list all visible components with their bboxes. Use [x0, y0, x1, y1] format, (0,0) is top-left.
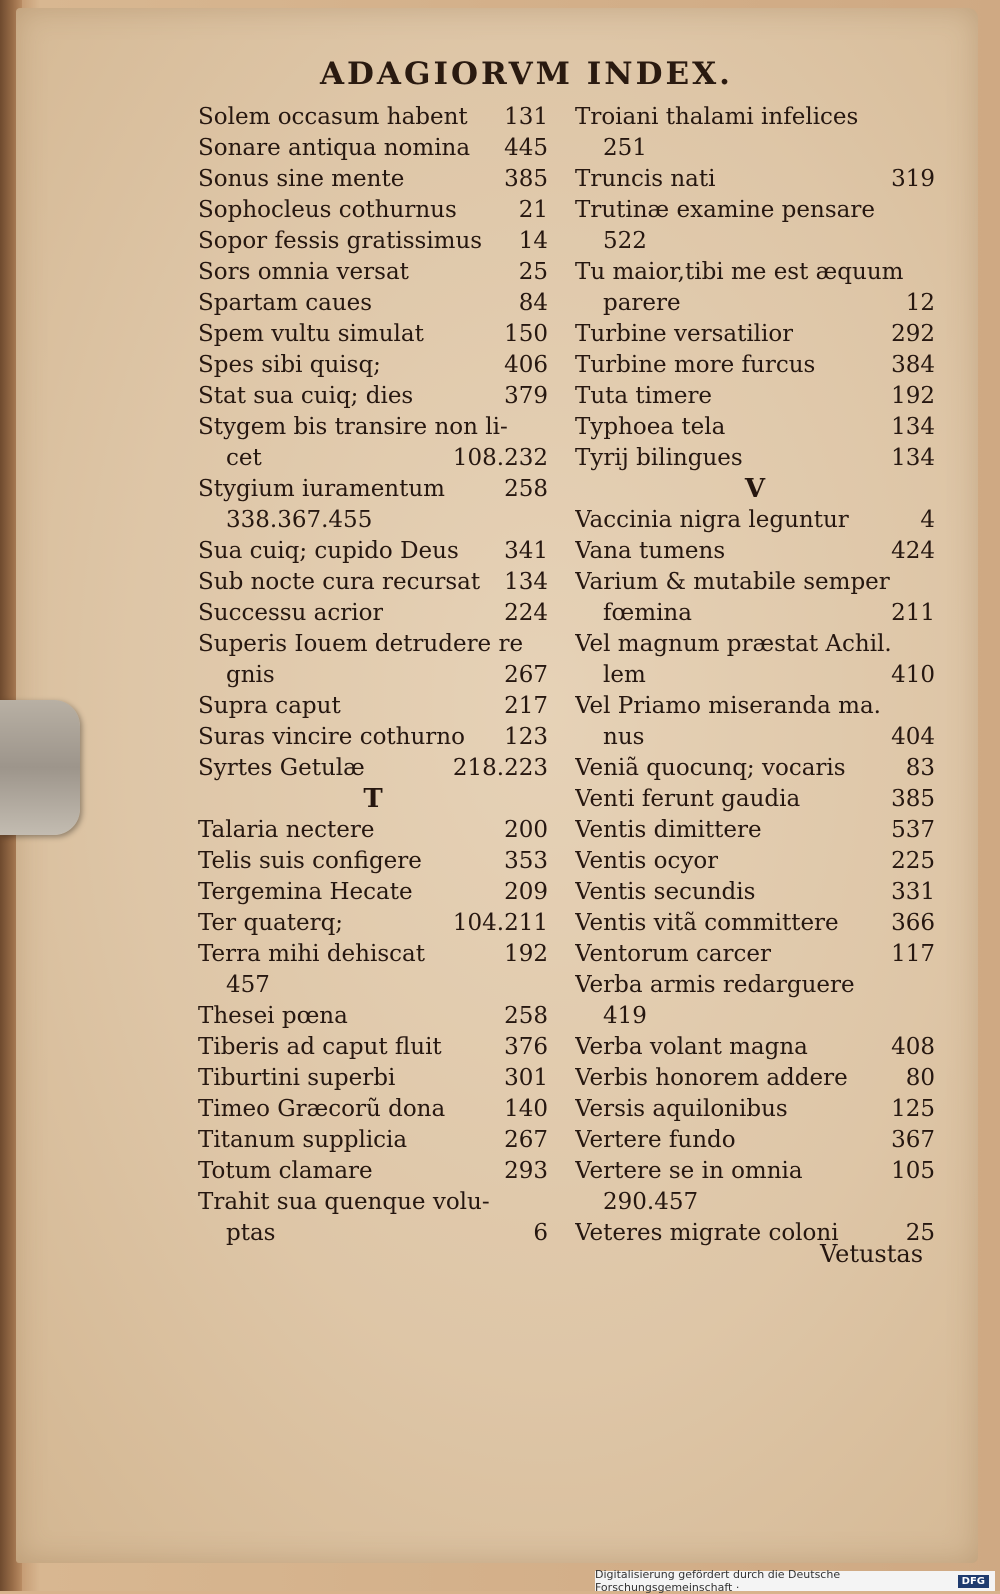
entry-page: 410: [891, 662, 935, 688]
index-entry: [575, 629, 935, 660]
index-entry: [198, 753, 548, 784]
entry-text: Sonus sine mente: [198, 166, 405, 192]
entry-text: Veniã quocunq; vocaris: [575, 755, 846, 781]
entry-page: 537: [891, 817, 935, 843]
index-entry: [575, 350, 935, 381]
entry-page: 217: [504, 693, 548, 719]
entry-text: Talaria nectere: [198, 817, 375, 843]
entry-text: cet: [226, 445, 262, 471]
entry-text: Vertere se in omnia: [575, 1158, 803, 1184]
index-entry: [575, 908, 935, 939]
index-entry: [198, 846, 548, 877]
entry-text: Ventis dimittere: [575, 817, 762, 843]
entry-page: 385: [504, 166, 548, 192]
index-entry: [198, 102, 548, 133]
index-entry: [198, 1156, 548, 1187]
entry-text: Tiburtini superbi: [198, 1065, 396, 1091]
entry-page: 301: [504, 1065, 548, 1091]
entry-page: 192: [504, 941, 548, 967]
index-entry: [198, 319, 548, 350]
entry-page: 331: [891, 879, 935, 905]
entry-page: 424: [891, 538, 935, 564]
entry-text: parere: [603, 290, 681, 316]
entry-page: 376: [504, 1034, 548, 1060]
footer-credit: [595, 1568, 995, 1594]
index-entry: [198, 350, 548, 381]
entry-text: 457: [226, 972, 270, 998]
index-entry: [198, 505, 548, 536]
entry-page: 192: [891, 383, 935, 409]
index-entry: [198, 691, 548, 722]
entry-page: 105: [891, 1158, 935, 1184]
entry-text: Tyrij bilingues: [575, 445, 743, 471]
entry-text: Titanum supplicia: [198, 1127, 408, 1153]
entry-text: Telis suis configere: [198, 848, 422, 874]
entry-text: Sophocleus cothurnus: [198, 197, 457, 223]
entry-text: 251: [603, 135, 647, 161]
entry-text: Ter quaterq;: [198, 910, 344, 936]
entry-page: 267: [504, 1127, 548, 1153]
index-entry: [198, 722, 548, 753]
entry-page: 211: [891, 600, 935, 626]
index-entry: [198, 133, 548, 164]
index-entry: [575, 1094, 935, 1125]
entry-text: Verbis honorem addere: [575, 1065, 848, 1091]
entry-text: Sonare antiqua nomina: [198, 135, 471, 161]
entry-page: 83: [905, 755, 935, 781]
entry-text: Spes sibi quisq;: [198, 352, 381, 378]
entry-text: Suras vincire cothurno: [198, 724, 465, 750]
entry-text: Typhoea tela: [575, 414, 726, 440]
index-entry: [575, 846, 935, 877]
index-entry: [198, 474, 548, 505]
entry-text: Vel magnum præstat Achil.: [575, 631, 892, 657]
index-entry: [198, 1032, 548, 1063]
entry-text: Tergemina Hecate: [198, 879, 413, 905]
entry-page: 117: [891, 941, 935, 967]
entry-text: Tiberis ad caput fluit: [198, 1034, 442, 1060]
index-entry: [575, 133, 935, 164]
entry-page: 293: [504, 1158, 548, 1184]
entry-text: Superis Iouem detrudere re: [198, 631, 524, 657]
entry-text: Turbine versatilior: [575, 321, 794, 347]
index-entry: [575, 722, 935, 753]
entry-page: 84: [518, 290, 548, 316]
entry-text: Sua cuiq; cupido Deus: [198, 538, 459, 564]
entry-page: 292: [891, 321, 935, 347]
entry-page: 12: [905, 290, 935, 316]
index-entry: [575, 877, 935, 908]
index-entry: [575, 381, 935, 412]
index-entry: [575, 319, 935, 350]
entry-text: Verba armis redarguere: [575, 972, 855, 998]
entry-text: Totum clamare: [198, 1158, 373, 1184]
entry-page: 4: [920, 507, 935, 533]
entry-page: 258: [504, 1003, 548, 1029]
index-entry: [575, 691, 935, 722]
entry-text: Spartam caues: [198, 290, 373, 316]
index-entry: [575, 1156, 935, 1187]
index-entry: [575, 443, 935, 474]
entry-text: Venti ferunt gaudia: [575, 786, 801, 812]
entry-text: Supra caput: [198, 693, 341, 719]
entry-page: 209: [504, 879, 548, 905]
entry-text: Thesei pœna: [198, 1003, 348, 1029]
entry-text: Sub nocte cura recursat: [198, 569, 481, 595]
index-entry: [198, 1187, 548, 1218]
entry-page: 267: [504, 662, 548, 688]
index-entry: [198, 412, 548, 443]
entry-page: 140: [504, 1096, 548, 1122]
entry-text: nus: [603, 724, 645, 750]
entry-text: Veteres migrate coloni: [575, 1220, 839, 1246]
index-entry: [575, 939, 935, 970]
entry-text: lem: [603, 662, 646, 688]
index-entry: [198, 1218, 548, 1249]
entry-page: 341: [504, 538, 548, 564]
index-entry: [198, 598, 548, 629]
dfg-logo-badge: DFG: [958, 1575, 989, 1588]
index-entry: [198, 226, 548, 257]
index-entry: [198, 877, 548, 908]
index-entry: [575, 567, 935, 598]
index-entry: [198, 1125, 548, 1156]
index-entry: [198, 381, 548, 412]
entry-page: 258: [504, 476, 548, 502]
entry-text: Vel Priamo miseranda ma.: [575, 693, 881, 719]
entry-text: Stygium iuramentum: [198, 476, 445, 502]
entry-page: 14: [518, 228, 548, 254]
index-entry: [198, 164, 548, 195]
entry-page: 385: [891, 786, 935, 812]
index-entry: [198, 567, 548, 598]
index-entry: [575, 536, 935, 567]
index-entry: [575, 195, 935, 226]
index-entry: [575, 1125, 935, 1156]
entry-text: Vaccinia nigra leguntur: [575, 507, 849, 533]
entry-page: 353: [504, 848, 548, 874]
entry-page: 408: [891, 1034, 935, 1060]
entry-page: 104.211: [452, 910, 548, 936]
index-entry: [575, 1063, 935, 1094]
index-entry: [198, 815, 548, 846]
book-clasp: [0, 700, 80, 835]
entry-text: 419: [603, 1003, 647, 1029]
entry-text: 338.367.455: [226, 507, 373, 533]
index-entry: [198, 939, 548, 970]
entry-text: Troiani thalami infelices: [575, 104, 859, 130]
entry-page: 150: [504, 321, 548, 347]
index-entry: [198, 629, 548, 660]
index-entry: [575, 598, 935, 629]
entry-page: 404: [891, 724, 935, 750]
entry-page: 319: [891, 166, 935, 192]
entry-text: 290.457: [603, 1189, 699, 1215]
index-entry: [198, 908, 548, 939]
index-entry: [198, 536, 548, 567]
entry-page: 200: [504, 817, 548, 843]
entry-text: Trahit sua quenque volu-: [198, 1189, 490, 1215]
index-entry: [575, 102, 935, 133]
entry-text: Tu maior,tibi me est æquum: [575, 259, 904, 285]
entry-text: Ventis ocyor: [575, 848, 719, 874]
index-entry: [575, 1032, 935, 1063]
entry-text: fœmina: [603, 600, 692, 626]
page-title: ADAGIORVM INDEX.: [320, 56, 733, 92]
entry-page: 406: [504, 352, 548, 378]
index-entry: [575, 1001, 935, 1032]
index-entry: [575, 753, 935, 784]
entry-text: Truncis nati: [575, 166, 716, 192]
entry-text: Stygem bis transire non li-: [198, 414, 508, 440]
entry-text: Versis aquilonibus: [575, 1096, 788, 1122]
entry-page: 225: [891, 848, 935, 874]
entry-text: Timeo Græcorũ dona: [198, 1096, 446, 1122]
entry-text: Varium & mutabile semper: [575, 569, 890, 595]
entry-page: 218.223: [452, 755, 548, 781]
index-entry: [198, 660, 548, 691]
section-letter: T: [363, 784, 383, 814]
entry-page: 108.232: [452, 445, 548, 471]
entry-page: 131: [504, 104, 548, 130]
entry-page: 25: [518, 259, 548, 285]
index-entry: [575, 257, 935, 288]
index-entry: [575, 288, 935, 319]
index-entry: [198, 195, 548, 226]
catchword: Vetustas: [820, 1240, 924, 1268]
entry-page: 445: [504, 135, 548, 161]
entry-page: 134: [891, 414, 935, 440]
index-entry: [575, 815, 935, 846]
index-entry: [198, 1094, 548, 1125]
entry-text: Tuta timere: [575, 383, 713, 409]
entry-text: Spem vultu simulat: [198, 321, 424, 347]
entry-text: Stat sua cuiq; dies: [198, 383, 414, 409]
index-entry: [575, 226, 935, 257]
entry-text: Vana tumens: [575, 538, 726, 564]
entry-page: 367: [891, 1127, 935, 1153]
entry-page: 384: [891, 352, 935, 378]
index-entry: [575, 164, 935, 195]
entry-text: Turbine more furcus: [575, 352, 816, 378]
index-entry: [198, 443, 548, 474]
entry-text: Sors omnia versat: [198, 259, 409, 285]
index-entry: [575, 970, 935, 1001]
entry-page: 6: [533, 1220, 548, 1246]
index-entry: [575, 505, 935, 536]
entry-page: 224: [504, 600, 548, 626]
entry-text: Ventis secundis: [575, 879, 756, 905]
entry-text: Solem occasum habent: [198, 104, 468, 130]
entry-text: ptas: [226, 1220, 276, 1246]
index-entry: [575, 784, 935, 815]
entry-page: 21: [518, 197, 548, 223]
entry-text: Trutinæ examine pensare: [575, 197, 875, 223]
entry-text: Terra mihi dehiscat: [198, 941, 425, 967]
index-column-left: [198, 102, 548, 1249]
entry-page: 123: [504, 724, 548, 750]
entry-text: Verba volant magna: [575, 1034, 808, 1060]
index-entry: [575, 412, 935, 443]
entry-page: 379: [504, 383, 548, 409]
section-letter: V: [744, 474, 766, 504]
index-entry: [198, 1001, 548, 1032]
entry-text: gnis: [226, 662, 275, 688]
entry-text: Successu acrior: [198, 600, 384, 626]
entry-page: 366: [891, 910, 935, 936]
entry-page: 134: [504, 569, 548, 595]
index-entry: [575, 660, 935, 691]
entry-text: Ventorum carcer: [575, 941, 772, 967]
index-entry: [575, 1187, 935, 1218]
entry-page: 25: [905, 1220, 935, 1246]
entry-page: 134: [891, 445, 935, 471]
index-entry: [198, 970, 548, 1001]
entry-text: Sopor fessis gratissimus: [198, 228, 483, 254]
entry-text: Vertere fundo: [575, 1127, 736, 1153]
entry-text: Syrtes Getulæ: [198, 755, 365, 781]
index-entry: [198, 257, 548, 288]
entry-text: Ventis vitã committere: [575, 910, 839, 936]
index-column-right: [575, 102, 935, 1249]
index-entry: [198, 288, 548, 319]
entry-page: 80: [905, 1065, 935, 1091]
index-entry: [198, 1063, 548, 1094]
entry-page: 125: [891, 1096, 935, 1122]
footer-text: Digitalisierung gefördert durch die Deutsche Forschungsgemeinschaft ·: [595, 1568, 841, 1594]
entry-text: 522: [603, 228, 647, 254]
